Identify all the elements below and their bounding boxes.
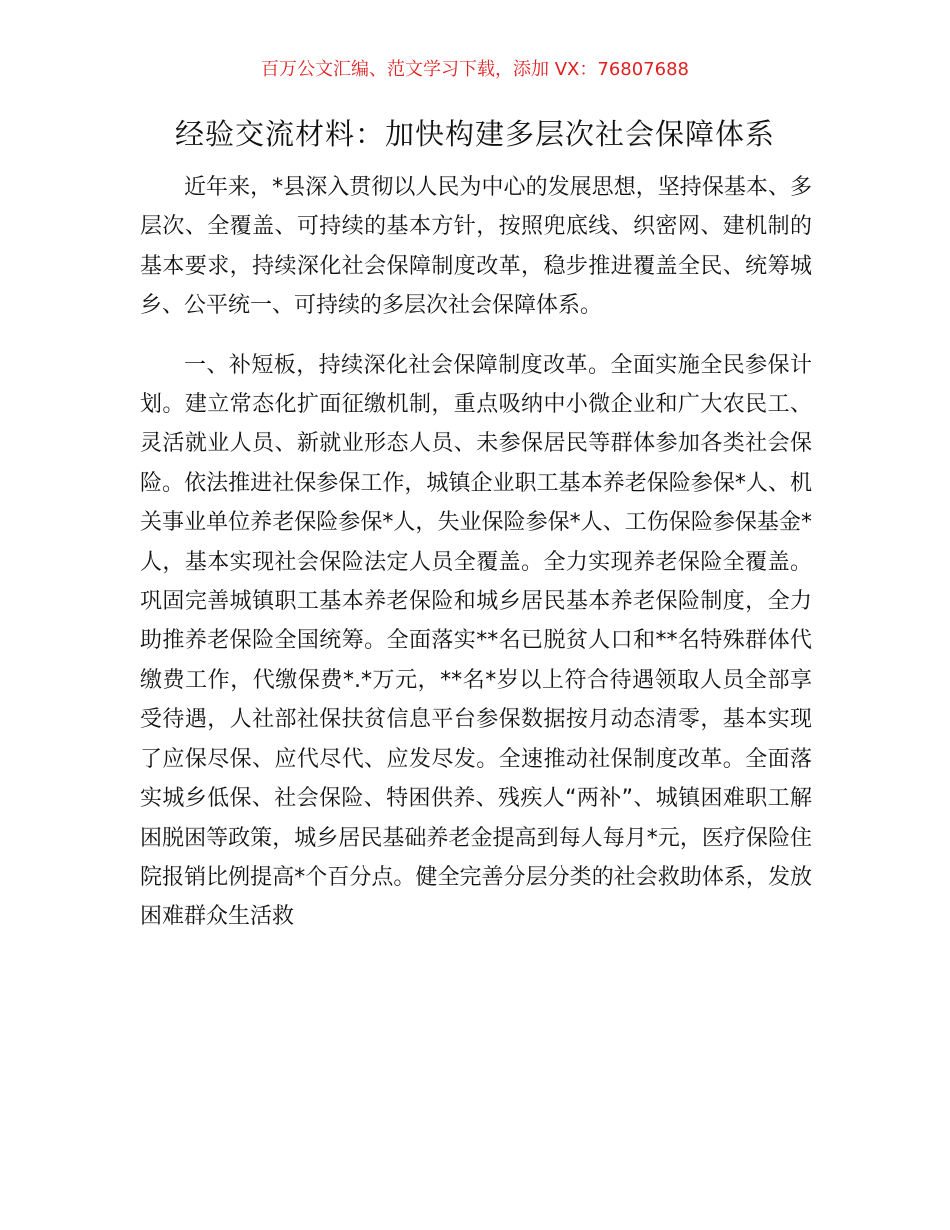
- paragraph-section-one: 一、补短板，持续深化社会保障制度改革。全面实施全民参保计划。建立常态化扩面征缴机制，重点吸纳中小微企业和广大农民工、灵活就业人员、新就业形态人员、未参保居民等群体参加各类社会保险。依法推进社保参保工作，城镇企业职工基本养老保险参保*人、机关事业单位养老保险参保*人，失业保险参保*人、工伤保险参保基金*人，基本实现社会保险法定人员全覆盖。全力实现养老保险全覆盖。巩固完善城镇职工基本养老保险和城乡居民基本养老保险制度，全力助推养老保险全国统筹。全面落实**名已脱贫人口和**名特殊群体代缴费工作，代缴保费*.*万元，**名*岁以上符合待遇领取人员全部享受待遇，人社部社保扶贫信息平台参保数据按月动态清零，基本实现了应保尽保、应代尽代、应发尽发。全速推动社保制度改革。全面落实城乡低保、社会保险、特困供养、残疾人“两补”、城镇困难职工解困脱困等政策，城乡居民基础养老金提高到每人每月*元，医疗保险住院报销比例提高*个百分点。健全完善分层分类的社会救助体系，发放困难群众生活救: [140, 352, 812, 930]
- document-body: [140, 168, 812, 937]
- document-title: 经验交流材料：加快构建多层次社会保障体系: [174, 117, 775, 151]
- paragraph-intro: 近年来，*县深入贯彻以人民为中心的发展思想，坚持保基本、多层次、全覆盖、可持续的基本方针，按照兜底线、织密网、建机制的基本要求，持续深化社会保障制度改革，稳步推进覆盖全民、统筹城乡、公平统一、可持续的多层次社会保障体系。: [140, 175, 812, 319]
- watermark-header: 百万公文汇编、范文学习下载，添加 VX：76807688: [261, 59, 689, 80]
